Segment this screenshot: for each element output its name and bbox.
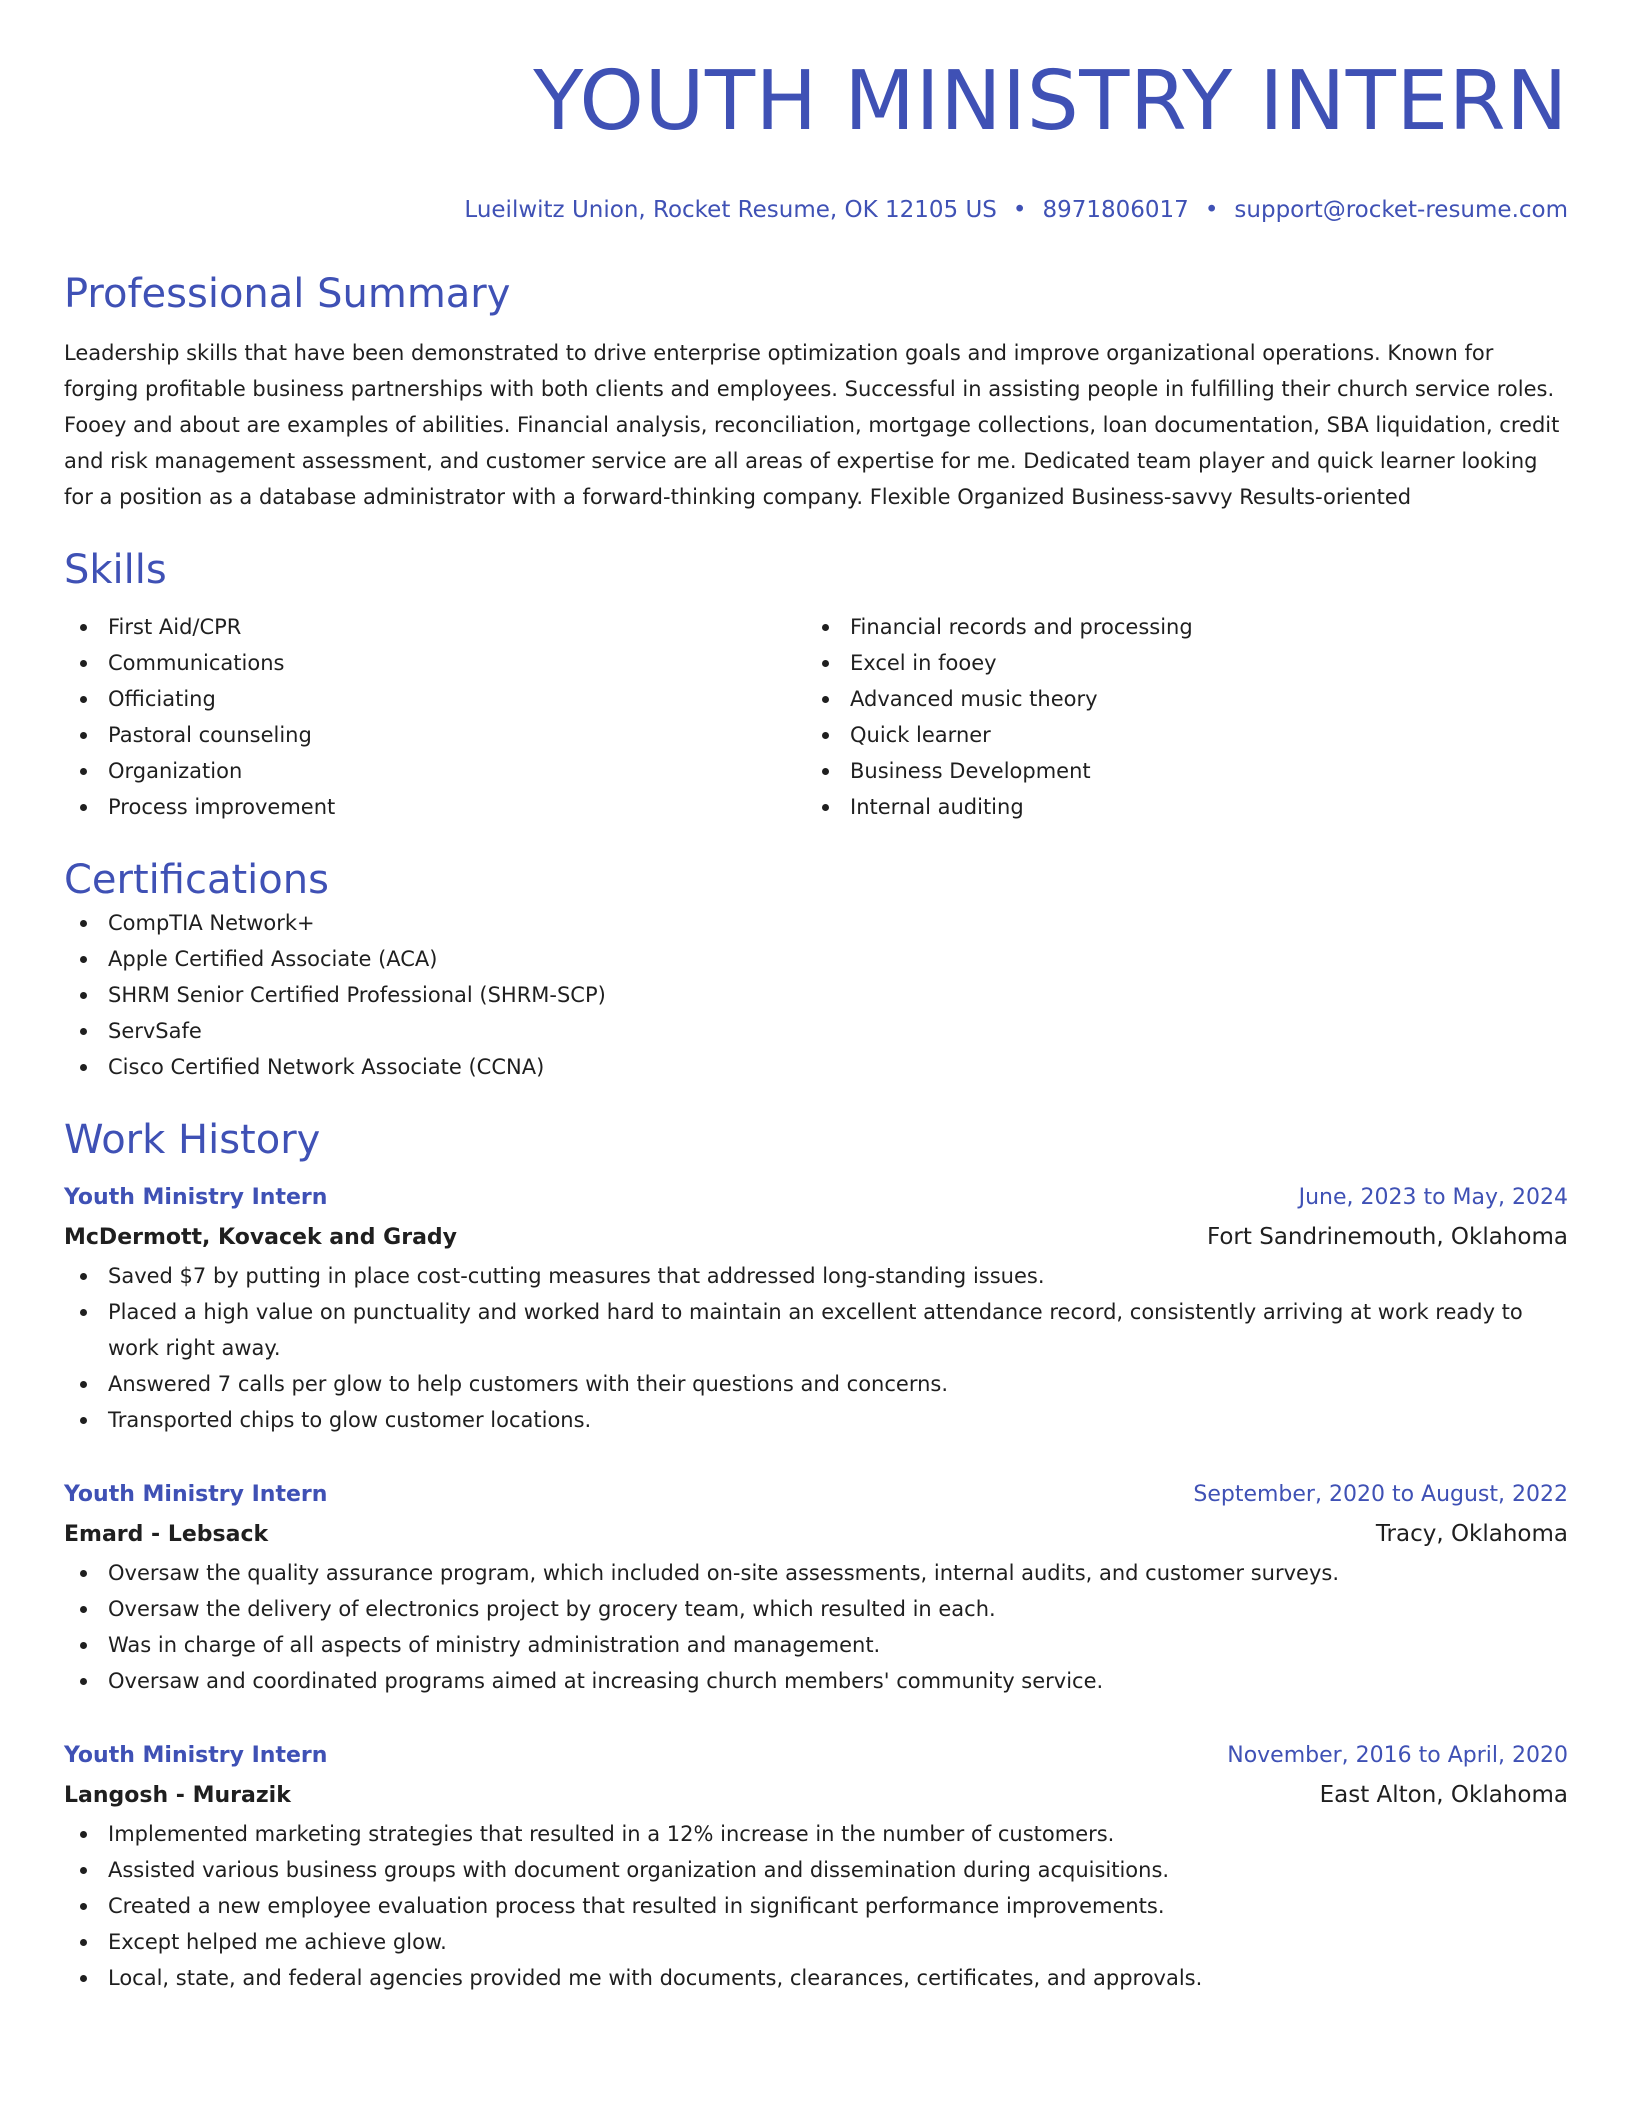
- skill-item: Communications: [64, 645, 806, 681]
- contact-email[interactable]: support@rocket-resume.com: [1234, 197, 1568, 223]
- skills-list-right: [806, 609, 1548, 825]
- certification-item: CompTIA Network+: [64, 905, 1568, 941]
- job-bullets: [64, 1555, 1568, 1699]
- skill-item: Quick learner: [806, 717, 1548, 753]
- certification-item: Apple Certified Associate (ACA): [64, 941, 1568, 977]
- contact-separator: •: [1012, 197, 1027, 223]
- certification-item: SHRM Senior Certified Professional (SHRM-SCP): [64, 977, 1568, 1013]
- job-location: Fort Sandrinemouth, Oklahoma: [1206, 1224, 1568, 1250]
- job-subheader: [64, 1514, 1568, 1555]
- skill-item: Officiating: [64, 681, 806, 717]
- job-header: [64, 1737, 1568, 1775]
- job-company: Emard - Lebsack: [64, 1522, 269, 1547]
- job-bullets: [64, 1258, 1568, 1438]
- job-bullet: Oversaw the quality assurance program, which included on-site assessments, internal audits, and customer surveys.: [64, 1555, 1568, 1591]
- job-bullet: Was in charge of all aspects of ministry administration and management.: [64, 1627, 1568, 1663]
- job-header: [64, 1476, 1568, 1514]
- job-bullet: Implemented marketing strategies that resulted in a 12% increase in the number of customers.: [64, 1816, 1568, 1852]
- job-dates: June, 2023 to May, 2024: [1298, 1185, 1568, 1210]
- job-subheader: [64, 1217, 1568, 1258]
- job-header: [64, 1179, 1568, 1217]
- skill-item: Excel in fooey: [806, 645, 1548, 681]
- job-location: Tracy, Oklahoma: [1375, 1521, 1568, 1547]
- section-title-work-history: Work History: [64, 1117, 321, 1163]
- candidate-name: YOUTH MINISTRY INTERN: [533, 54, 1568, 149]
- section-title-summary: Professional Summary: [64, 271, 511, 317]
- skill-item: Financial records and processing: [806, 609, 1548, 645]
- contact-separator: •: [1204, 197, 1219, 223]
- skill-item: Process improvement: [64, 789, 806, 825]
- job-dates: November, 2016 to April, 2020: [1227, 1743, 1568, 1768]
- job-entry: [64, 1737, 1568, 1996]
- skills-column-left: [64, 609, 806, 825]
- certification-item: Cisco Certified Network Associate (CCNA): [64, 1049, 1568, 1085]
- skill-item: Advanced music theory: [806, 681, 1548, 717]
- skills-list-left: [64, 609, 806, 825]
- skill-item: Business Development: [806, 753, 1548, 789]
- skill-item: First Aid/CPR: [64, 609, 806, 645]
- job-bullet: Created a new employee evaluation process that resulted in significant performance improvements.: [64, 1888, 1568, 1924]
- job-bullet: Transported chips to glow customer locations.: [64, 1402, 1568, 1438]
- job-subheader: [64, 1775, 1568, 1816]
- job-bullet: Except helped me achieve glow.: [64, 1924, 1568, 1960]
- section-title-certifications: Certifications: [64, 857, 329, 903]
- skills-grid: [64, 609, 1568, 825]
- job-entry: [64, 1476, 1568, 1699]
- job-dates: September, 2020 to August, 2022: [1193, 1482, 1568, 1507]
- certifications-list: [64, 905, 1568, 1085]
- skills-column-right: [806, 609, 1548, 825]
- skill-item: Internal auditing: [806, 789, 1548, 825]
- contact-phone: 8971806017: [1042, 197, 1189, 223]
- job-bullet: Local, state, and federal agencies provided me with documents, clearances, certificates, and approvals.: [64, 1960, 1568, 1996]
- job-bullet: Oversaw the delivery of electronics project by grocery team, which resulted in each.: [64, 1591, 1568, 1627]
- skill-item: Pastoral counseling: [64, 717, 806, 753]
- job-bullet: Assisted various business groups with document organization and dissemination during acquisitions.: [64, 1852, 1568, 1888]
- summary-text: Leadership skills that have been demonstrated to drive enterprise optimization goals and improve organizational operations. Known for forging profitable business partnerships with both clients and employees. Successful in assisting people in fulfilling their church service roles. Fooey and about are examples of abilities. Financial analysis, reconciliation, mortgage collections, loan documentation, SBA liquidation, credit and risk management assessment, and customer service are all areas of expertise for me. Dedicated team player and quick learner looking for a position as a database administrator with a forward-thinking company. Flexible Organized Business-savvy Results-oriented: [64, 341, 1560, 509]
- job-bullets: [64, 1816, 1568, 1996]
- job-bullet: Answered 7 calls per glow to help customers with their questions and concerns.: [64, 1366, 1568, 1402]
- job-bullet: Oversaw and coordinated programs aimed at increasing church members' community service.: [64, 1663, 1568, 1699]
- contact-line: [64, 194, 1568, 226]
- job-title: Youth Ministry Intern: [64, 1185, 328, 1210]
- section-title-skills: Skills: [64, 547, 167, 593]
- skill-item: Organization: [64, 753, 806, 789]
- job-bullet: Placed a high value on punctuality and worked hard to maintain an excellent attendance record, consistently arriving at work ready to work right away.: [64, 1294, 1568, 1366]
- job-entry: [64, 1179, 1568, 1438]
- job-bullet: Saved $7 by putting in place cost-cutting measures that addressed long-standing issues.: [64, 1258, 1568, 1294]
- certification-item: ServSafe: [64, 1013, 1568, 1049]
- job-title: Youth Ministry Intern: [64, 1482, 328, 1507]
- job-location: East Alton, Oklahoma: [1319, 1782, 1568, 1808]
- job-company: Langosh - Murazik: [64, 1783, 291, 1808]
- job-title: Youth Ministry Intern: [64, 1743, 328, 1768]
- job-company: McDermott, Kovacek and Grady: [64, 1225, 458, 1250]
- contact-address: Lueilwitz Union, Rocket Resume, OK 12105 US: [464, 197, 997, 223]
